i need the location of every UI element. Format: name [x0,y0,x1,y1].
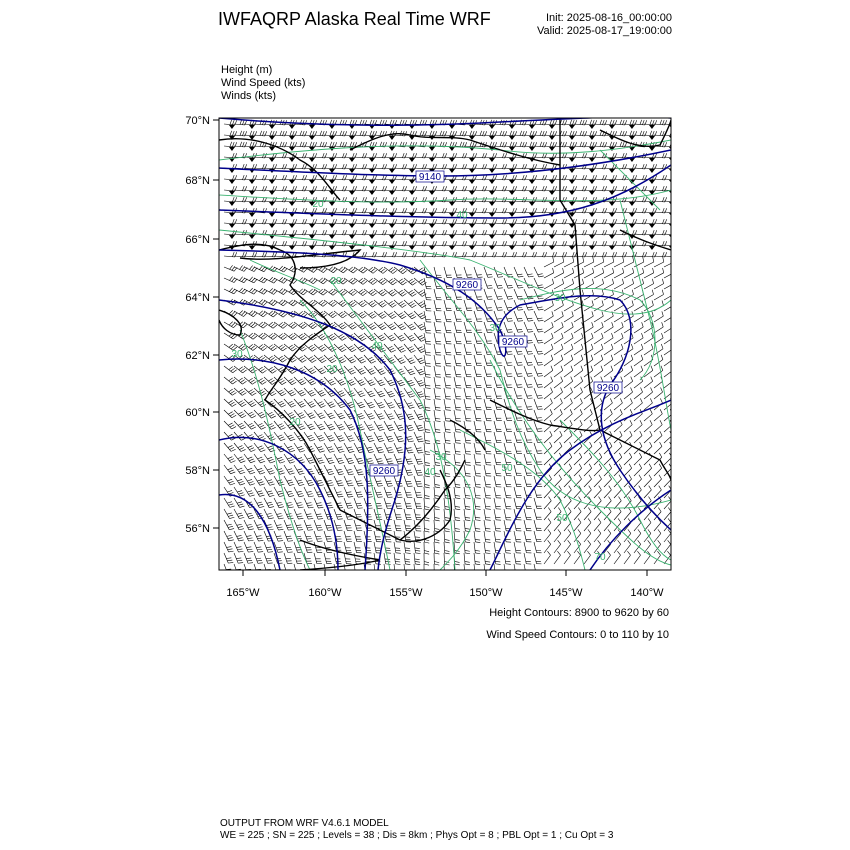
lon-tick-label: 140°W [630,587,664,599]
valid-time: Valid: 2025-08-17_19:00:00 [537,25,672,37]
lon-tick-label: 150°W [469,587,503,599]
height-label-1: 9140 [418,172,442,183]
lat-tick-label: 64°N [185,292,210,304]
wind-label: 40 [456,210,468,221]
wind-label: 50 [556,513,568,524]
model-config: WE = 225 ; SN = 225 ; Levels = 38 ; Dis = 8km ; Phys Opt = 8 ; PBL Opt = 1 ; Cu Opt = 3 [220,830,614,841]
wind-label: 70 [594,552,606,563]
lat-tick-label: 68°N [185,175,210,187]
wind-label: 40 [424,467,436,478]
longitude-axis [226,570,664,599]
wind-label: 30 [554,293,566,304]
model-version: OUTPUT FROM WRF V4.6.1 MODEL [220,818,389,829]
latitude-axis [185,115,219,535]
lon-tick-label: 165°W [226,587,260,599]
lat-tick-label: 60°N [185,407,210,419]
lon-tick-label: 155°W [389,587,423,599]
height-contour-caption: Height Contours: 8900 to 9620 by 60 [489,607,669,619]
lat-tick-label: 58°N [185,465,210,477]
lon-tick-label: 145°W [549,587,583,599]
height-label-3: 9260 [501,337,525,348]
wind-contour-caption: Wind Speed Contours: 0 to 110 by 10 [486,629,669,641]
legend-winds: Winds (kts) [221,90,276,102]
lat-tick-label: 56°N [185,523,210,535]
lat-tick-label: 62°N [185,350,210,362]
lon-tick-label: 160°W [308,587,342,599]
wind-label: 30 [231,349,243,360]
lat-tick-label: 66°N [185,234,210,246]
height-label-5: 9260 [372,466,396,477]
model-footer [220,818,613,842]
wind-label: 20 [326,364,338,375]
height-label-2: 9260 [455,280,479,291]
wind-label: 30 [435,452,447,463]
wind-label: 20 [312,199,324,210]
wind-label: 40 [371,341,383,352]
wind-label: 30 [489,323,501,334]
map-background [219,118,671,570]
wind-label: 50 [501,463,513,474]
init-time: Init: 2025-08-16_00:00:00 [546,12,672,24]
wind-label: 20 [289,417,301,428]
legend-wind-speed: Wind Speed (kts) [221,77,306,89]
legend-height: Height (m) [221,64,273,76]
height-label-4: 9260 [596,383,620,394]
chart-title: IWFAQRP Alaska Real Time WRF [218,9,491,29]
lat-tick-label: 70°N [185,115,210,127]
wind-label: 20 [330,276,342,287]
